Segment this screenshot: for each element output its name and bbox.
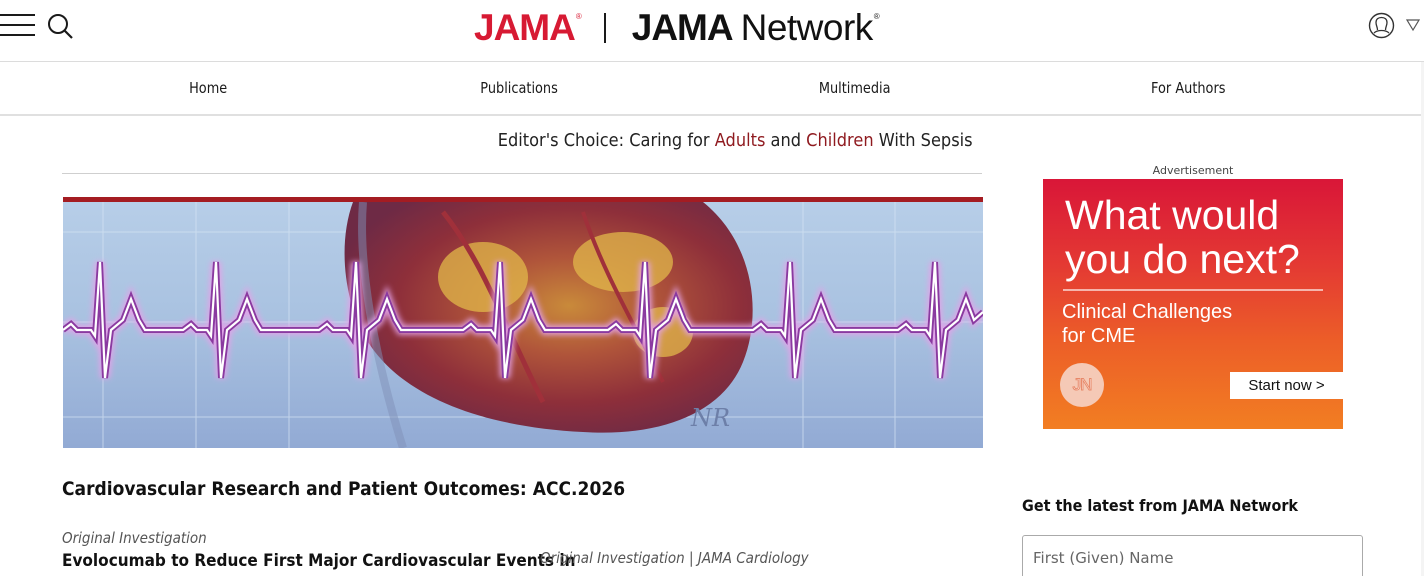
editors-choice-banner [62, 130, 982, 174]
caret-down-icon[interactable] [1406, 18, 1420, 32]
article-type: Original Investigation [62, 529, 207, 547]
ad-subheadline [1062, 300, 1232, 348]
article-card [540, 549, 839, 571]
first-name-input[interactable] [1022, 535, 1363, 576]
registered-mark: ® [873, 11, 880, 21]
editors-choice-suffix: With Sepsis [874, 130, 973, 151]
article-title-link[interactable]: Evolocumab to Reduce First Major Cardiovascular Events in [62, 551, 576, 571]
artist-signature: NR [691, 404, 731, 432]
article-type: Original Investigation | JAMA Cardiology [540, 549, 809, 567]
nav-multimedia[interactable]: Multimedia [818, 79, 891, 97]
editors-choice-middle: and [765, 130, 807, 151]
ad-headline-line1: What would [1065, 192, 1280, 238]
registered-mark: ® [575, 11, 582, 21]
section-title: Cardiovascular Research and Patient Outcomes: ACC.2026 [62, 478, 626, 500]
editors-choice-text [498, 130, 982, 151]
adults-link[interactable]: Adults [715, 130, 766, 151]
advertisement-label: Advertisement [1152, 164, 1234, 177]
ad-divider [1063, 289, 1323, 291]
logo-divider [604, 13, 606, 43]
heart-ecg-illustration [63, 202, 983, 448]
newsletter-title: Get the latest from JAMA Network [1022, 496, 1299, 515]
ad-headline-line2: you do next? [1065, 236, 1300, 282]
ad-headline [1065, 193, 1300, 281]
editors-choice-prefix: Editor's Choice: Caring for [498, 130, 716, 151]
jama-network-logo-bold: JAMA [631, 7, 733, 48]
hero-image[interactable] [63, 197, 983, 448]
user-account-icon[interactable] [1368, 12, 1395, 39]
nav-for-authors[interactable]: For Authors [1151, 79, 1226, 97]
jama-logo-text: JAMA [474, 7, 575, 48]
jn-logo-text: JN [1072, 375, 1092, 394]
main-nav [0, 62, 1424, 116]
nav-publications[interactable]: Publications [480, 79, 558, 97]
start-now-button[interactable]: Start now > [1230, 372, 1343, 399]
site-logo[interactable] [474, 6, 880, 50]
ad-sub-line2: for CME [1062, 325, 1136, 347]
top-bar [0, 0, 1424, 62]
advertisement-banner[interactable] [1043, 179, 1343, 429]
nav-home[interactable]: Home [189, 79, 228, 97]
jn-logo-icon [1060, 363, 1104, 407]
children-link[interactable]: Children [806, 130, 874, 151]
ad-sub-line1: Clinical Challenges [1062, 301, 1233, 323]
hamburger-menu-icon[interactable] [0, 14, 36, 38]
search-icon[interactable] [46, 12, 74, 40]
jama-network-logo-text: Network [740, 7, 873, 48]
